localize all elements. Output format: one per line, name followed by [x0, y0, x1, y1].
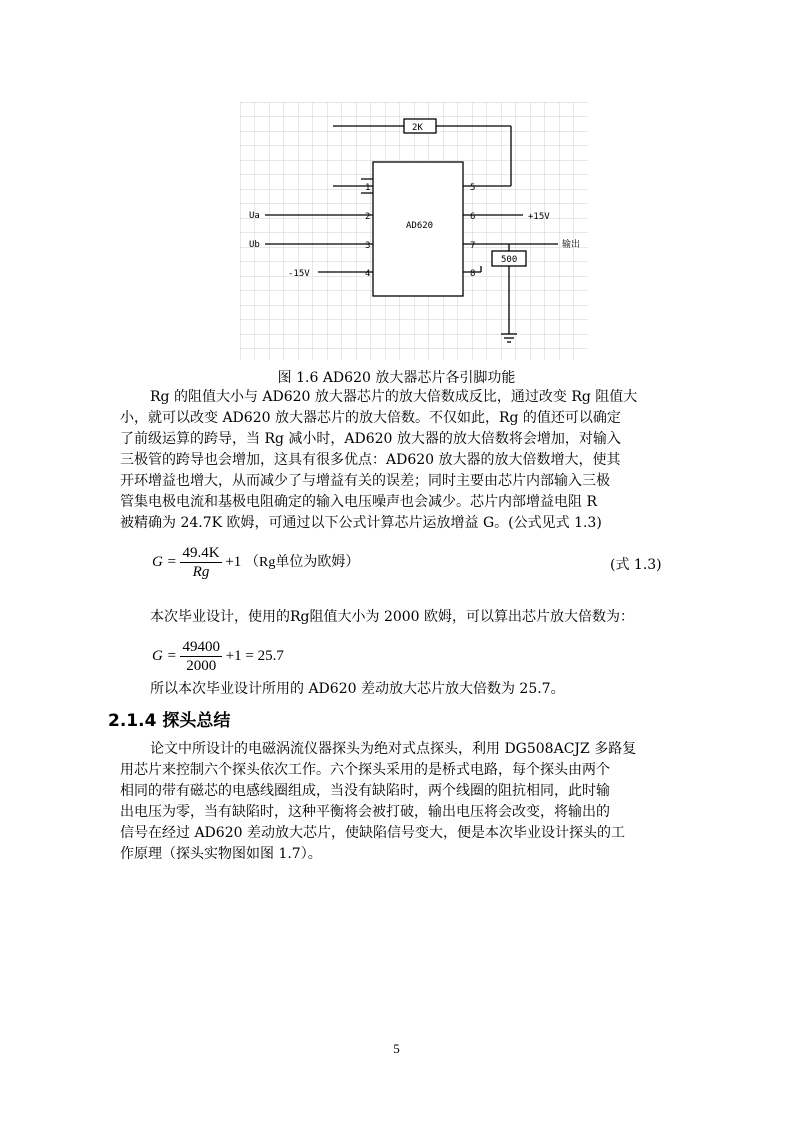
paragraph-line: 用芯片来控制六个探头依次工作。六个探头采用的是桥式电路，每个探头由两个 [120, 762, 610, 778]
pin-8: 8 [470, 269, 476, 279]
paragraph-line: 出电压为零，当有缺陷时，这种平衡将会被打破，输出电压将会改变，将输出的 [120, 804, 610, 820]
pos-supply-label: +15V [528, 212, 550, 222]
formula-fraction [180, 638, 222, 675]
formula-lhs: G = [152, 647, 177, 664]
paragraph-line: 信号在经过 AD620 差动放大芯片，使缺陷信号变大，便是本次毕业设计探头的工 [120, 825, 625, 841]
formula-note: （Rg单位为欧姆） [245, 554, 360, 570]
formula-result [152, 638, 284, 675]
paragraph-probe-summary [120, 739, 675, 865]
paragraph-line: 管集电极电流和基极电阻确定的输入电压噪声也会减少。芯片内部增益电阻 R [120, 494, 597, 510]
pin-3: 3 [365, 241, 371, 251]
formula-rhs: +1 = 25.7 [225, 647, 284, 664]
paragraph-line: 了前级运算的跨导，当 Rg 减小时，AD620 放大器的放大倍数将会增加，对输入 [120, 431, 621, 447]
paragraph-line: 三极管的跨导也会增加，这具有很多优点：AD620 放大器的放大倍数增大，使其 [120, 452, 621, 468]
pin-1: 1 [365, 183, 371, 193]
paragraph-line: Rg 的阻值大小与 AD620 放大器芯片的放大倍数成反比，通过改变 Rg 阻值大 [150, 389, 638, 405]
input-ua-label: Ua [249, 211, 260, 221]
formula-denominator: 2000 [186, 658, 217, 674]
paragraph-line: 相同的带有磁芯的电感线圈组成，当没有缺陷时，两个线圈的阻抗相同，此时输 [120, 783, 610, 799]
pin-4: 4 [365, 269, 371, 279]
page-number: 5 [393, 1041, 400, 1056]
formula-rhs: +1 [225, 553, 242, 570]
paragraph-line: 所以本次毕业设计所用的 AD620 差动放大芯片放大倍数为 25.7。 [150, 681, 565, 697]
resistor-500-label: 500 [501, 255, 518, 265]
paragraph-rg [120, 387, 675, 534]
paragraph-line: 被精确为 24.7K 欧姆，可通过以下公式计算芯片运放增益 G。(公式见式 1.3) [120, 515, 602, 531]
formula-fraction [180, 544, 221, 581]
paragraph-conclusion [120, 679, 675, 700]
paragraph-line: 本次毕业设计，使用的Rg阻值大小为 2000 欧姆，可以算出芯片放大倍数为： [150, 609, 635, 625]
formula-numerator: 49400 [182, 639, 220, 655]
formula-numerator: 49.4K [182, 545, 220, 561]
pin-2: 2 [365, 212, 371, 222]
resistor-2k-label: 2K [412, 123, 423, 133]
chip-label: AD620 [406, 221, 434, 231]
circuit-diagram [240, 102, 588, 360]
pin-5: 5 [470, 183, 476, 193]
section-heading: 2.1.4 探头总结 [108, 711, 231, 731]
paragraph-line: 论文中所设计的电磁涡流仪器探头为绝对式点探头，利用 DG508ACJZ 多路复 [150, 741, 637, 757]
figure-caption: 图 1.6 AD620 放大器芯片各引脚功能 [277, 370, 516, 386]
formula-denominator: Rg [192, 564, 210, 580]
paragraph-usage [120, 607, 675, 628]
pin-7: 7 [470, 241, 476, 251]
neg-supply-label: -15V [288, 269, 310, 279]
formula-tag: (式 1.3) [610, 557, 662, 573]
paragraph-line: 小，就可以改变 AD620 放大器芯片的放大倍数。不仅如此，Rg 的值还可以确定 [120, 410, 621, 426]
input-ub-label: Ub [249, 240, 260, 250]
paragraph-line: 开环增益也增大，从而减少了与增益有关的误差；同时主要由芯片内部输入三极 [120, 473, 610, 489]
paragraph-line: 作原理（探头实物图如图 1.7）。 [120, 846, 322, 862]
formula-gain [152, 544, 359, 581]
pin-6: 6 [470, 212, 476, 222]
output-label: 输出 [562, 240, 581, 250]
formula-lhs: G = [152, 553, 177, 570]
